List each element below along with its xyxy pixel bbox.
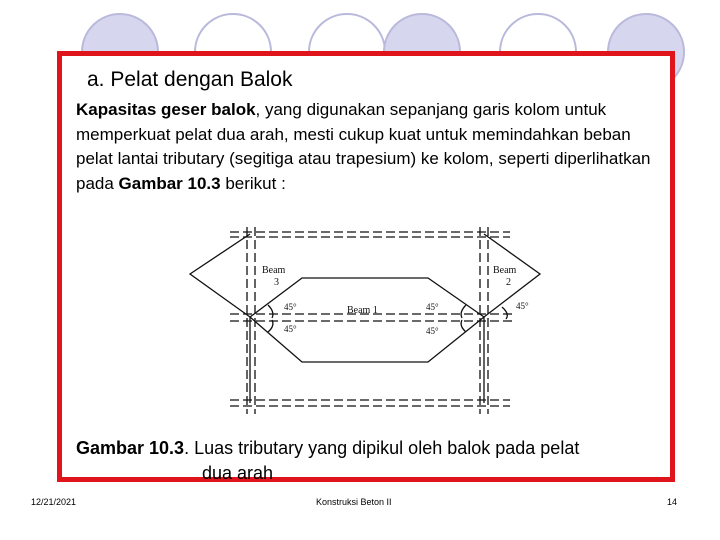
angle-label-bl: 45° [284, 324, 297, 334]
angle-arc-tl [268, 305, 273, 318]
footer-page-number: 14 [667, 497, 678, 507]
beam-3-label-line1: Beam [262, 265, 286, 276]
angle-arc-br [461, 320, 466, 332]
beam-2-label-line2: 2 [506, 277, 511, 288]
beam-3-label-line2: 3 [274, 277, 279, 288]
angle-label-far-r: 45° [516, 301, 529, 311]
beam-2-label-line1: Beam [493, 265, 517, 276]
tributary-area-diagram [180, 222, 560, 417]
paragraph-bold-lead: Kapasitas geser balok [76, 100, 256, 119]
footer-course-title: Konstruksi Beton II [316, 497, 392, 507]
angle-arc-far-r [502, 307, 507, 319]
angle-label-tl: 45° [284, 302, 297, 312]
paragraph-body: , yang digunakan sepanjang garis kolom untuk memperkuat pelat dua arah, mesti cukup kuat untuk memindahkan beban pelat lantai tributary (segitiga atau trapesium) ke kolom, seperti diperlihatkan pada [76, 100, 651, 193]
angle-arc-bl [268, 320, 273, 332]
slide-heading: a. Pelat dengan Balok [87, 68, 293, 91]
caption-figure-ref: Gambar 10.3 [76, 438, 185, 458]
angle-label-br: 45° [426, 326, 439, 336]
body-paragraph [76, 98, 666, 196]
footer-date: 12/21/2021 [31, 497, 77, 507]
paragraph-tail: berikut : [220, 173, 286, 193]
paragraph-figure-ref: Gambar 10.3 [118, 173, 221, 193]
angle-arc-tr [461, 305, 466, 318]
figure-caption [76, 436, 676, 486]
angle-label-tr: 45° [426, 302, 439, 312]
caption-line1-rest: . Luas tributary yang dipikul oleh balok pada pelat [184, 438, 580, 458]
caption-line2: dua arah [202, 463, 274, 483]
beam-1-label: Beam 1 [347, 305, 378, 316]
